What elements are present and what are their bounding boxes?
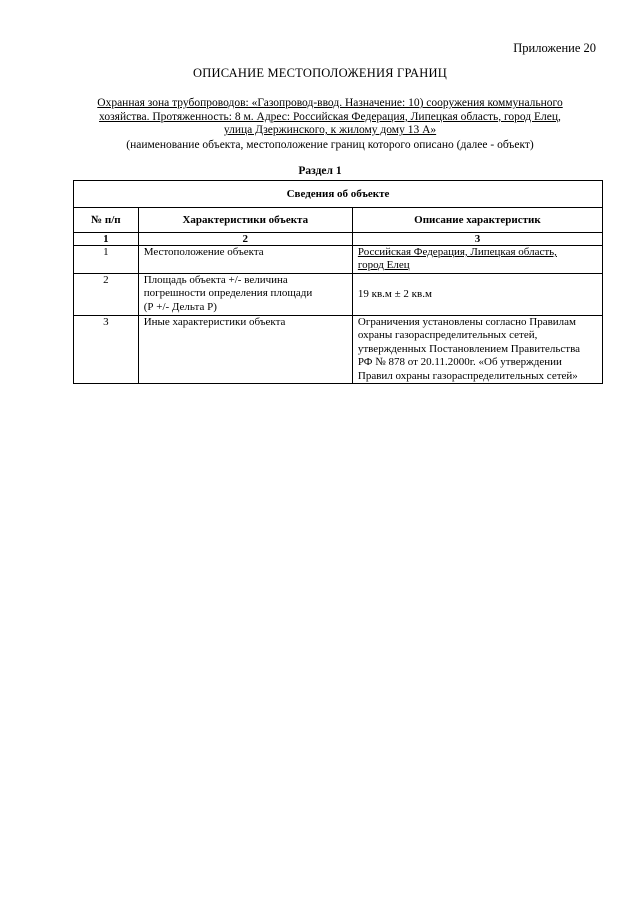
description-line: РФ № 878 от 20.11.2000г. «Об утверждении xyxy=(357,356,562,369)
object-name-line-2: хозяйства. Протяженность: 8 м. Адрес: Российская Федерация, Липецкая область, город Елец, xyxy=(99,110,561,123)
column-number-row xyxy=(74,233,603,246)
description-line: город Елец xyxy=(357,259,410,272)
characteristic-line: Площадь объекта +/- величина xyxy=(143,274,288,286)
section-title: Раздел 1 xyxy=(298,165,342,177)
row-description: 19 кв.м ± 2 кв.м xyxy=(352,274,602,316)
description-line: Правил охраны газораспределительных сетей» xyxy=(357,369,578,382)
description-line: Ограничения установлены согласно Правилам xyxy=(357,316,576,328)
row-characteristic xyxy=(138,274,352,316)
description-line: охраны газораспределительных сетей, xyxy=(357,329,538,342)
table-row xyxy=(74,274,603,316)
object-name-line-1: Охранная зона трубопроводов: «Газопровод-ввод. Назначение: 10) сооружения коммунального xyxy=(97,97,563,109)
table-row xyxy=(74,246,603,274)
table-caption-row xyxy=(74,181,603,208)
description-line: утвержденных Постановлением Правительства xyxy=(357,342,581,355)
description-line: Российская Федерация, Липецкая область, xyxy=(357,246,557,258)
object-name xyxy=(80,97,580,138)
object-info-table xyxy=(73,180,603,384)
row-number: 3 xyxy=(74,316,139,384)
characteristic-line: (Р +/- Дельта Р) xyxy=(143,300,217,313)
column-number-2: 2 xyxy=(138,233,352,246)
column-number-3: 3 xyxy=(352,233,602,246)
row-characteristic: Иные характеристики объекта xyxy=(138,316,352,384)
table-row xyxy=(74,316,603,384)
row-characteristic: Местоположение объекта xyxy=(138,246,352,274)
row-description xyxy=(352,246,602,274)
appendix-label: Приложение 20 xyxy=(513,41,596,55)
header-number: № п/п xyxy=(74,208,139,233)
header-description: Описание характеристик xyxy=(352,208,602,233)
header-characteristics: Характеристики объекта xyxy=(138,208,352,233)
characteristic-line: погрешности определения площади xyxy=(143,287,313,300)
object-name-line-3: улица Дзержинского, к жилому дому 13 А» xyxy=(223,124,437,137)
table-header-row xyxy=(74,208,603,233)
row-number: 1 xyxy=(74,246,139,274)
row-number: 2 xyxy=(74,274,139,316)
row-description xyxy=(352,316,602,384)
document-title: ОПИСАНИЕ МЕСТОПОЛОЖЕНИЯ ГРАНИЦ xyxy=(193,66,447,80)
table-caption: Сведения об объекте xyxy=(74,181,603,208)
object-name-note: (наименование объекта, местоположение границ которого описано (далее - объект) xyxy=(126,139,534,151)
column-number-1: 1 xyxy=(74,233,139,246)
